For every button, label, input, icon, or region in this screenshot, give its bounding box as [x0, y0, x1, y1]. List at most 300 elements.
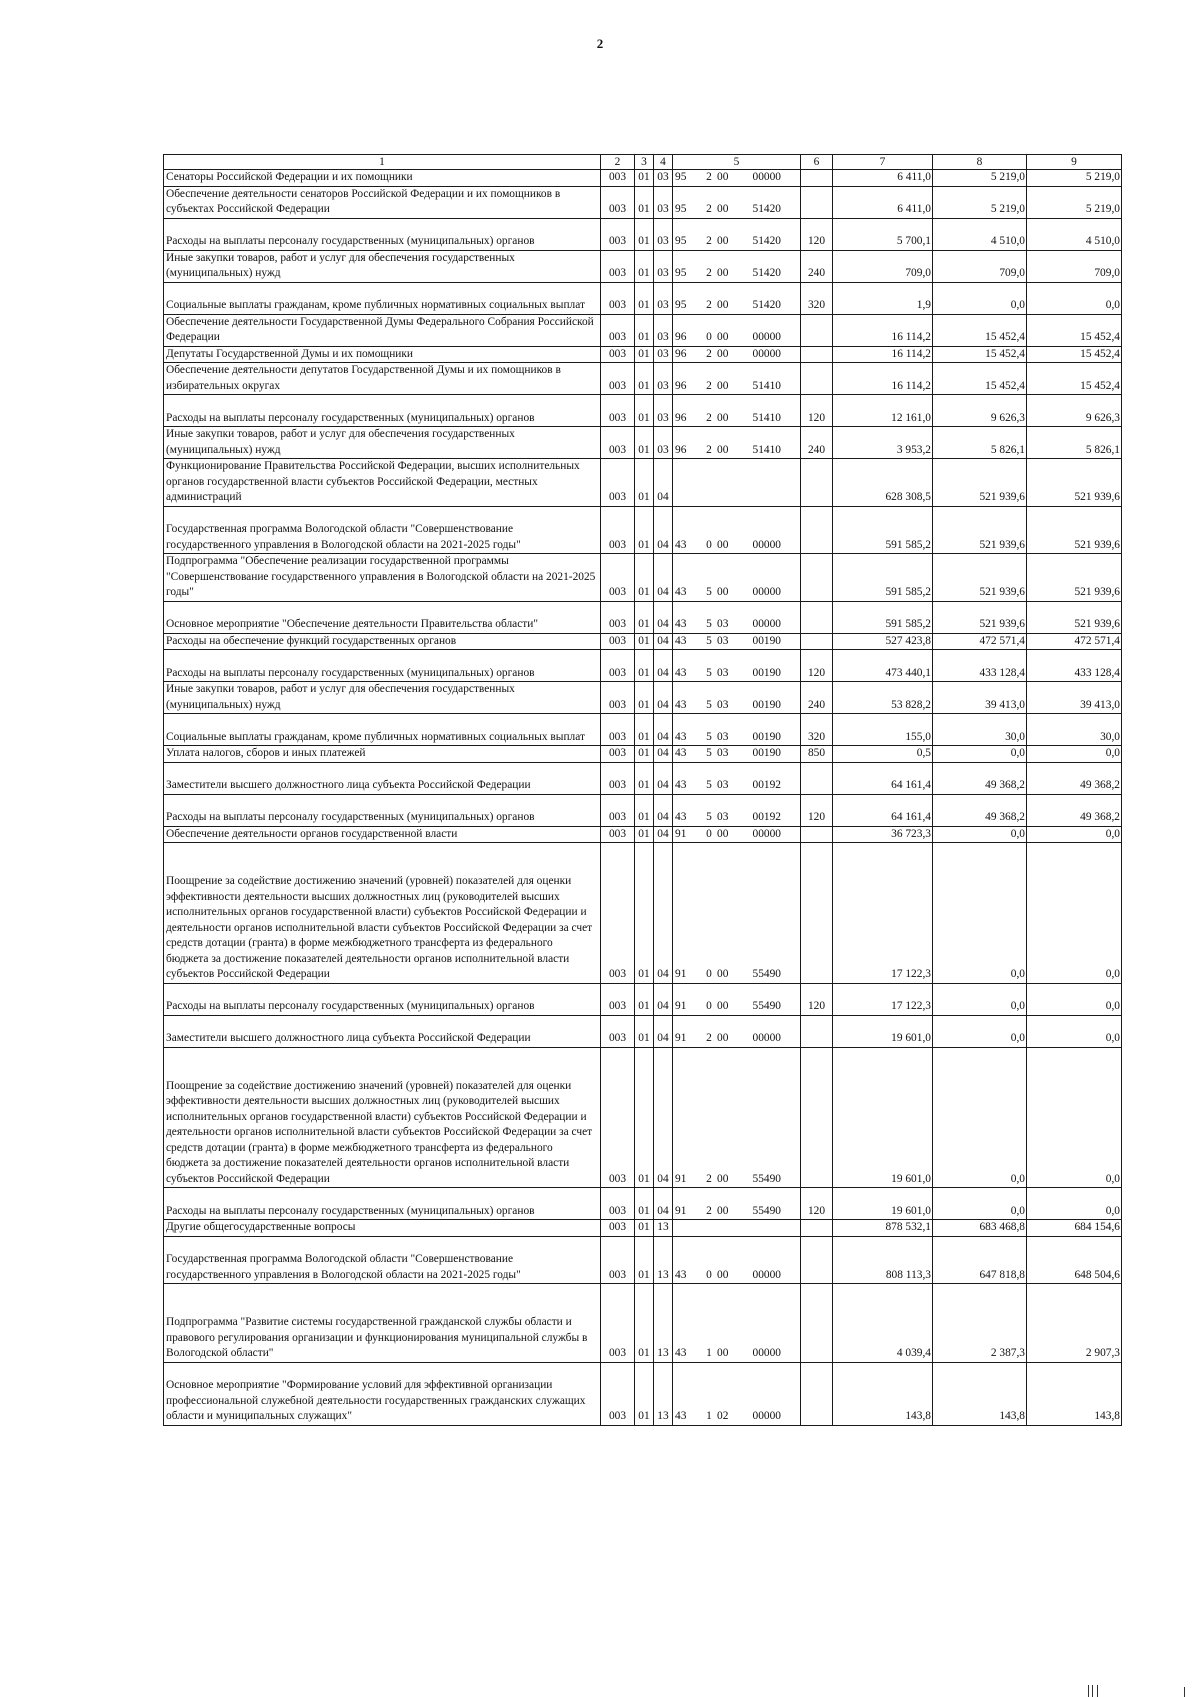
target-article-part: 2 [706, 1204, 712, 1217]
target-article-part: 5 [706, 698, 712, 711]
target-article [673, 170, 801, 187]
target-article-part: 00000 [752, 618, 781, 630]
table-row [164, 650, 1122, 682]
target-article-part: 0 [706, 968, 712, 980]
target-article-part: 5 [706, 730, 712, 743]
amount-cell [933, 363, 1027, 395]
amount-cell [1027, 314, 1122, 346]
target-article-part: 03 [717, 811, 729, 823]
amount-cell [933, 170, 1027, 187]
expense-type-code [801, 459, 833, 507]
amount-cell [933, 746, 1027, 763]
amount-value: 0,0 [1010, 968, 1025, 980]
amount-cell [933, 650, 1027, 682]
section-code: 01 [635, 1284, 654, 1363]
expense-type-code [801, 601, 833, 633]
subsection-code: 04 [654, 554, 673, 602]
amount-value: 36 723,3 [891, 827, 931, 840]
subsection-code: 03 [654, 170, 673, 187]
admin-code: 003 [601, 314, 635, 346]
table-row [164, 682, 1122, 714]
section-code: 01 [635, 346, 654, 363]
expense-name: Заместители высшего должностного лица субъекта Российской Федерации [164, 762, 601, 794]
target-article-part: 00 [717, 586, 729, 598]
section-code: 01 [635, 714, 654, 746]
table-row [164, 633, 1122, 650]
expense-type-code: 850 [801, 746, 833, 763]
amount-value: 5 219,0 [990, 171, 1025, 183]
amount-cell [933, 826, 1027, 843]
table-row [164, 395, 1122, 427]
target-article [673, 682, 801, 714]
table-row [164, 843, 1122, 984]
target-article-part: 43 [675, 811, 687, 823]
table-row [164, 282, 1122, 314]
expense-name: Другие общегосударственные вопросы [164, 1220, 601, 1237]
target-article [673, 983, 801, 1015]
expense-type-code: 120 [801, 794, 833, 826]
amount-value: 0,0 [1105, 299, 1120, 311]
amount-cell [833, 170, 933, 187]
section-code: 01 [635, 1220, 654, 1237]
amount-cell [1027, 186, 1122, 218]
amount-value: 648 504,6 [1074, 1268, 1120, 1281]
expense-type-code [801, 346, 833, 363]
expense-type-code [801, 1236, 833, 1284]
subsection-code: 03 [654, 346, 673, 363]
target-article-part: 43 [675, 618, 687, 630]
table-row [164, 1047, 1122, 1188]
expense-type-code [801, 633, 833, 650]
target-article-part: 43 [675, 1268, 687, 1281]
target-article [673, 714, 801, 746]
expense-type-code [801, 186, 833, 218]
subsection-code: 13 [654, 1284, 673, 1363]
amount-cell [833, 650, 933, 682]
header-row [164, 155, 1122, 170]
target-article-part: 00000 [752, 171, 781, 183]
table-row [164, 762, 1122, 794]
target-article-part: 00000 [752, 1410, 781, 1422]
target-article [673, 554, 801, 602]
amount-value: 49 368,2 [985, 779, 1025, 791]
amount-value: 521 939,6 [1074, 618, 1120, 630]
target-article-part: 96 [675, 443, 687, 456]
amount-value: 521 939,6 [979, 538, 1025, 551]
admin-code: 003 [601, 1362, 635, 1425]
expense-type-code: 120 [801, 218, 833, 250]
expense-name: Обеспечение деятельности органов государственной власти [164, 826, 601, 843]
target-article-part: 00000 [752, 1347, 781, 1359]
expense-name: Заместители высшего должностного лица субъекта Российской Федерации [164, 1015, 601, 1047]
target-article [673, 601, 801, 633]
expense-name: Расходы на выплаты персоналу государственных (муниципальных) органов [164, 218, 601, 250]
amount-cell [833, 682, 933, 714]
amount-cell [933, 633, 1027, 650]
expense-type-code: 320 [801, 714, 833, 746]
target-article [673, 1362, 801, 1425]
expense-name: Расходы на выплаты персоналу государственных (муниципальных) органов [164, 983, 601, 1015]
amount-value: 15 452,4 [985, 379, 1025, 392]
target-article-part: 00 [717, 1204, 729, 1217]
expense-name: Иные закупки товаров, работ и услуг для обеспечения государственных (муниципальных) нужд [164, 250, 601, 282]
amount-value: 19 601,0 [891, 1032, 931, 1044]
amount-cell [833, 1284, 933, 1363]
target-article-part: 51410 [752, 443, 781, 456]
expense-name: Расходы на обеспечение функций государственных органов [164, 633, 601, 650]
expense-type-code: 240 [801, 682, 833, 714]
expense-name: Иные закупки товаров, работ и услуг для обеспечения государственных (муниципальных) нужд [164, 427, 601, 459]
scan-marks [1088, 1683, 1200, 1697]
target-article-part: 00 [717, 1268, 729, 1281]
target-article-part: 91 [675, 1204, 687, 1217]
amount-value: 0,0 [1010, 299, 1025, 311]
target-article-part: 0 [706, 331, 712, 343]
target-article [673, 650, 801, 682]
section-code: 01 [635, 170, 654, 187]
target-article-part: 91 [675, 827, 687, 840]
admin-code: 003 [601, 1188, 635, 1220]
amount-value: 16 114,2 [891, 379, 931, 392]
target-article [673, 218, 801, 250]
section-code: 01 [635, 983, 654, 1015]
expense-type-code [801, 314, 833, 346]
amount-cell [833, 554, 933, 602]
section-code: 01 [635, 762, 654, 794]
expense-name: Сенаторы Российской Федерации и их помощники [164, 170, 601, 187]
target-article-part: 0 [706, 827, 712, 840]
target-article-part: 91 [675, 1000, 687, 1012]
amount-value: 6 411,0 [897, 203, 931, 215]
target-article-part: 96 [675, 347, 687, 360]
target-article-part: 00000 [752, 1268, 781, 1281]
admin-code: 003 [601, 506, 635, 554]
target-article-part: 00000 [752, 1032, 781, 1044]
expense-type-code [801, 1362, 833, 1425]
amount-value: 19 601,0 [891, 1204, 931, 1217]
admin-code: 003 [601, 826, 635, 843]
amount-cell [1027, 650, 1122, 682]
amount-cell [833, 1362, 933, 1425]
section-code: 01 [635, 506, 654, 554]
amount-value: 19 601,0 [891, 1172, 931, 1185]
amount-cell [1027, 1284, 1122, 1363]
table-row [164, 1220, 1122, 1237]
amount-cell [833, 1015, 933, 1047]
amount-value: 6 411,0 [897, 171, 931, 183]
amount-cell [933, 762, 1027, 794]
target-article-part: 91 [675, 1032, 687, 1044]
amount-value: 0,0 [1105, 827, 1120, 840]
target-article [673, 1236, 801, 1284]
expense-name: Основное мероприятие "Формирование условий для эффективной организации профессиональной служебной деятельности государственных гражданских служащих области и муниципальных служащих" [164, 1362, 601, 1425]
amount-value: 628 308,5 [885, 491, 931, 503]
amount-value: 1,9 [916, 299, 931, 311]
target-article-part: 00 [717, 443, 729, 456]
amount-cell [833, 714, 933, 746]
target-article-part: 95 [675, 171, 687, 183]
admin-code: 003 [601, 1047, 635, 1188]
target-article-part: 43 [675, 698, 687, 711]
expense-type-code: 320 [801, 282, 833, 314]
section-code: 01 [635, 1015, 654, 1047]
table-row [164, 794, 1122, 826]
amount-cell [833, 282, 933, 314]
target-article-part: 43 [675, 747, 687, 759]
expense-type-code [801, 554, 833, 602]
target-article-part: 03 [717, 666, 729, 679]
section-code: 01 [635, 250, 654, 282]
section-code: 01 [635, 395, 654, 427]
expense-name: Расходы на выплаты персоналу государственных (муниципальных) органов [164, 1188, 601, 1220]
expense-name: Государственная программа Вологодской области "Совершенствование государственного управления в Вологодской области на 2021-2025 годы" [164, 1236, 601, 1284]
table-row [164, 983, 1122, 1015]
subsection-code: 03 [654, 427, 673, 459]
admin-code: 003 [601, 682, 635, 714]
amount-value: 49 368,2 [1080, 811, 1120, 823]
target-article-part: 91 [675, 968, 687, 980]
target-article-part: 95 [675, 267, 687, 279]
table-row [164, 186, 1122, 218]
amount-cell [1027, 170, 1122, 187]
amount-cell [1027, 1015, 1122, 1047]
amount-value: 521 939,6 [1074, 491, 1120, 503]
target-article [673, 459, 801, 507]
target-article-part: 51420 [752, 267, 781, 279]
amount-value: 878 532,1 [885, 1221, 931, 1233]
amount-cell [1027, 746, 1122, 763]
target-article-part: 43 [675, 634, 687, 647]
target-article-part: 2 [706, 267, 712, 279]
expense-name: Уплата налогов, сборов и иных платежей [164, 746, 601, 763]
target-article [673, 762, 801, 794]
subsection-code: 04 [654, 506, 673, 554]
expense-type-code [801, 170, 833, 187]
amount-value: 17 122,3 [891, 968, 931, 980]
target-article-part: 00190 [752, 747, 781, 759]
amount-value: 0,0 [1105, 1000, 1120, 1012]
amount-cell [833, 1236, 933, 1284]
subsection-code: 04 [654, 746, 673, 763]
target-article-part: 00 [717, 1172, 729, 1185]
admin-code: 003 [601, 601, 635, 633]
amount-cell [1027, 1362, 1122, 1425]
amount-cell [1027, 459, 1122, 507]
target-article [673, 1188, 801, 1220]
amount-cell [1027, 601, 1122, 633]
target-article-part: 51420 [752, 235, 781, 247]
target-article-part: 00 [717, 171, 729, 183]
column-header: 7 [833, 155, 933, 170]
target-article-part: 02 [717, 1410, 729, 1422]
amount-cell [833, 218, 933, 250]
target-article-part: 00000 [752, 331, 781, 343]
expense-type-code [801, 826, 833, 843]
admin-code: 003 [601, 1015, 635, 1047]
amount-cell [1027, 282, 1122, 314]
column-header: 8 [933, 155, 1027, 170]
target-article [673, 1047, 801, 1188]
section-code: 01 [635, 682, 654, 714]
amount-cell [1027, 250, 1122, 282]
target-article-part: 95 [675, 235, 687, 247]
subsection-code: 04 [654, 650, 673, 682]
target-article [673, 346, 801, 363]
subsection-code: 03 [654, 395, 673, 427]
amount-value: 472 571,4 [1074, 634, 1120, 647]
amount-cell [1027, 983, 1122, 1015]
target-article-part: 2 [706, 443, 712, 456]
budget-table [163, 154, 1122, 1426]
target-article-part: 51410 [752, 379, 781, 392]
section-code: 01 [635, 1362, 654, 1425]
target-article-part: 55490 [752, 1204, 781, 1217]
amount-value: 808 113,3 [885, 1268, 931, 1281]
target-article-part: 00 [717, 235, 729, 247]
target-article [673, 186, 801, 218]
amount-value: 521 939,6 [1074, 586, 1120, 598]
amount-value: 521 939,6 [979, 618, 1025, 630]
target-article [673, 314, 801, 346]
target-article-part: 00 [717, 1347, 729, 1359]
subsection-code: 04 [654, 794, 673, 826]
amount-value: 49 368,2 [985, 811, 1025, 823]
target-article-part: 03 [717, 618, 729, 630]
table-row [164, 363, 1122, 395]
target-article [673, 363, 801, 395]
amount-value: 591 585,2 [885, 586, 931, 598]
amount-cell [833, 395, 933, 427]
amount-cell [833, 1047, 933, 1188]
amount-value: 9 626,3 [1085, 411, 1120, 424]
table-row [164, 170, 1122, 187]
target-article-part: 5 [706, 586, 712, 598]
target-article-part: 43 [675, 730, 687, 743]
amount-cell [1027, 682, 1122, 714]
table-row [164, 506, 1122, 554]
amount-value: 39 413,0 [985, 698, 1025, 711]
amount-value: 0,5 [916, 747, 931, 759]
target-article-part: 2 [706, 235, 712, 247]
expense-name: Обеспечение деятельности Государственной Думы Федерального Собрания Российской Федерации [164, 314, 601, 346]
amount-cell [933, 1047, 1027, 1188]
target-article-part: 95 [675, 299, 687, 311]
table-row [164, 601, 1122, 633]
target-article [673, 506, 801, 554]
amount-value: 0,0 [1010, 827, 1025, 840]
expense-name: Депутаты Государственной Думы и их помощники [164, 346, 601, 363]
table-row [164, 218, 1122, 250]
amount-cell [933, 282, 1027, 314]
admin-code: 003 [601, 218, 635, 250]
amount-value: 647 818,8 [979, 1268, 1025, 1281]
table-row [164, 1362, 1122, 1425]
target-article-part: 2 [706, 203, 712, 215]
table-row [164, 714, 1122, 746]
table-row [164, 1284, 1122, 1363]
amount-cell [933, 843, 1027, 984]
target-article-part: 0 [706, 1000, 712, 1012]
amount-value: 30,0 [1100, 730, 1120, 743]
amount-cell [833, 1220, 933, 1237]
target-article [673, 1015, 801, 1047]
expense-type-code [801, 363, 833, 395]
amount-cell [933, 250, 1027, 282]
subsection-code: 13 [654, 1362, 673, 1425]
target-article-part: 00000 [752, 827, 781, 840]
target-article-part: 1 [706, 1347, 712, 1359]
subsection-code: 04 [654, 983, 673, 1015]
target-article [673, 746, 801, 763]
section-code: 01 [635, 314, 654, 346]
target-article-part: 43 [675, 538, 687, 551]
target-article-part: 03 [717, 779, 729, 791]
table-row [164, 1236, 1122, 1284]
expense-name: Расходы на выплаты персоналу государственных (муниципальных) органов [164, 794, 601, 826]
amount-cell [833, 363, 933, 395]
admin-code: 003 [601, 346, 635, 363]
amount-cell [933, 794, 1027, 826]
admin-code: 003 [601, 186, 635, 218]
amount-value: 17 122,3 [891, 1000, 931, 1012]
amount-value: 0,0 [1010, 1000, 1025, 1012]
target-article-part: 00192 [752, 811, 781, 823]
admin-code: 003 [601, 762, 635, 794]
target-article-part: 95 [675, 203, 687, 215]
amount-value: 15 452,4 [1080, 331, 1120, 343]
target-article-part: 2 [706, 1032, 712, 1044]
amount-cell [933, 1015, 1027, 1047]
amount-cell [833, 983, 933, 1015]
amount-value: 709,0 [905, 267, 931, 279]
amount-cell [833, 346, 933, 363]
amount-value: 472 571,4 [979, 634, 1025, 647]
target-article-part: 00 [717, 827, 729, 840]
table-row [164, 250, 1122, 282]
section-code: 01 [635, 218, 654, 250]
amount-cell [1027, 794, 1122, 826]
table-row [164, 554, 1122, 602]
amount-value: 49 368,2 [1080, 779, 1120, 791]
expense-type-code [801, 1220, 833, 1237]
amount-value: 683 468,8 [979, 1221, 1025, 1233]
target-article-part: 00190 [752, 730, 781, 743]
target-article-part: 03 [717, 634, 729, 647]
subsection-code: 03 [654, 363, 673, 395]
target-article-part: 96 [675, 379, 687, 392]
section-code: 01 [635, 826, 654, 843]
subsection-code: 04 [654, 714, 673, 746]
expense-type-code: 120 [801, 1188, 833, 1220]
target-article-part: 00 [717, 1032, 729, 1044]
section-code: 01 [635, 1047, 654, 1188]
target-article-part: 2 [706, 347, 712, 360]
target-article-part: 5 [706, 747, 712, 759]
section-code: 01 [635, 282, 654, 314]
section-code: 01 [635, 459, 654, 507]
amount-cell [833, 427, 933, 459]
amount-cell [833, 762, 933, 794]
target-article-part: 43 [675, 779, 687, 791]
amount-cell [933, 314, 1027, 346]
amount-cell [933, 714, 1027, 746]
target-article-part: 00000 [752, 538, 781, 551]
expense-type-code: 240 [801, 250, 833, 282]
target-article-part: 43 [675, 1347, 687, 1359]
amount-cell [1027, 1188, 1122, 1220]
expense-type-code [801, 762, 833, 794]
amount-value: 0,0 [1105, 1032, 1120, 1044]
